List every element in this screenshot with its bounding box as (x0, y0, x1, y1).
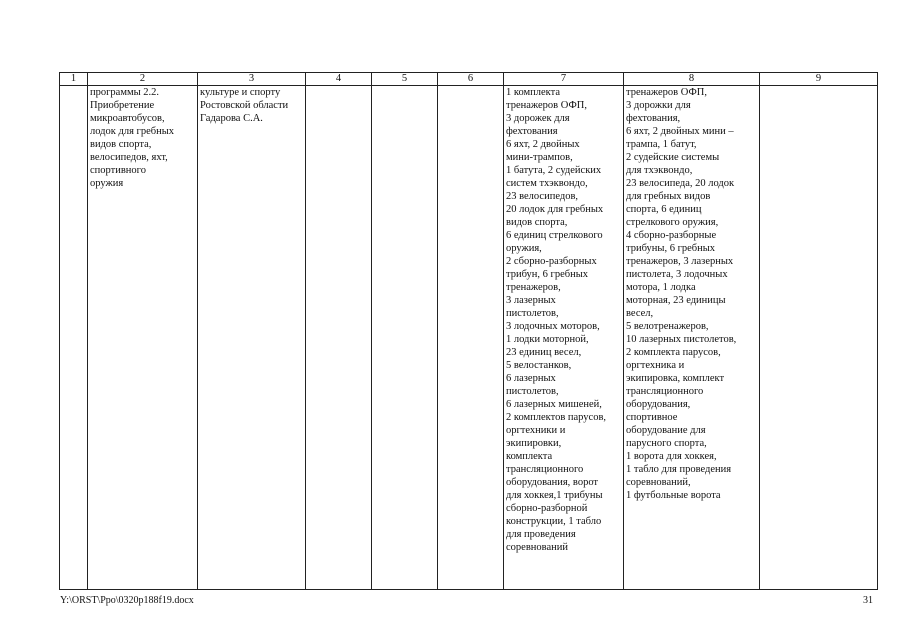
cell-line: 23 единиц весел, (506, 347, 582, 358)
cell-line: систем тхэквондо, (506, 178, 588, 189)
cell-line: 6 лазерных мишеней, (506, 399, 602, 410)
cell-line: парусного спорта, (626, 438, 707, 449)
cell-line: 2 комплектов парусов, (506, 412, 607, 423)
cell-line: 1 лодки моторной, (506, 334, 589, 345)
cell-line: для хоккея,1 трибуны (506, 490, 603, 501)
header-cell-8: 8 (624, 73, 760, 86)
cell-line: 1 футбольные ворота (626, 490, 721, 501)
cell-line: комплекта (506, 451, 553, 462)
cell-line: экипировка, комплект (626, 373, 725, 384)
cell-line: 5 велотренажеров, (626, 321, 709, 332)
program-table (59, 72, 878, 590)
cell-line: 2 судейские системы (626, 152, 720, 163)
cell-line: оборудования, (626, 399, 691, 410)
cell-line: трибуны, 6 гребных (626, 243, 716, 254)
cell-line: 10 лазерных пистолетов, (626, 334, 737, 345)
cell-line: тренажеров, 3 лазерных (626, 256, 734, 267)
cell-line: трампа, 1 батут, (626, 139, 697, 150)
cell-line: экипировки, (506, 438, 562, 449)
cell-line: 1 батута, 2 судейских (506, 165, 602, 176)
cell-line: 3 дорожек для (506, 113, 570, 124)
cell-line: весел, (626, 308, 654, 319)
cell-line: Гадарова С.А. (200, 113, 263, 124)
cell-line: оборудование для (626, 425, 706, 436)
cell-line: 23 велосипедов, (506, 191, 579, 202)
cell-line: 6 единиц стрелкового (506, 230, 603, 241)
cell-line: фехтования (506, 126, 558, 137)
cell-line: 3 дорожки для (626, 100, 691, 111)
cell-line: тренажеров ОФП, (506, 100, 587, 111)
header-row (60, 73, 878, 86)
cell-line: оружия (90, 178, 124, 189)
cell-line: моторная, 23 единицы (626, 295, 726, 306)
cell-line: 6 яхт, 2 двойных мини – (626, 126, 734, 137)
cell-line: пистолета, 3 лодочных (626, 269, 728, 280)
footer-page-number: 31 (863, 595, 873, 606)
cell-line: тренажеров, (506, 282, 561, 293)
cell-line: культуре и спорту (200, 87, 281, 98)
cell-col2 (88, 86, 198, 590)
cell-line: оргтехника и (626, 360, 685, 371)
cell-line: 4 сборно-разборные (626, 230, 717, 241)
cell-line: Приобретение (90, 100, 155, 111)
cell-col9 (760, 86, 878, 590)
cell-line: 6 лазерных (506, 373, 556, 384)
cell-line: оборудования, ворот (506, 477, 599, 488)
cell-col4 (306, 86, 372, 590)
cell-line: 1 комплекта (506, 87, 560, 98)
cell-line: микроавтобусов, (90, 113, 165, 124)
cell-col1 (60, 86, 88, 590)
cell-line: 23 велосипеда, 20 лодок (626, 178, 735, 189)
table-row (60, 86, 878, 590)
cell-line: программы 2.2. (90, 87, 160, 98)
header-cell-1: 1 (60, 73, 88, 86)
header-cell-5: 5 (372, 73, 438, 86)
header-cell-2: 2 (88, 73, 198, 86)
cell-line: 1 ворота для хоккея, (626, 451, 717, 462)
cell-line: тренажеров ОФП, (626, 87, 707, 98)
cell-line: пистолетов, (506, 386, 559, 397)
header-cell-9: 9 (760, 73, 878, 86)
header-cell-6: 6 (438, 73, 504, 86)
header-cell-4: 4 (306, 73, 372, 86)
header-cell-3: 3 (198, 73, 306, 86)
cell-line: трибун, 6 гребных (506, 269, 589, 280)
cell-line: мини-трампов, (506, 152, 573, 163)
cell-line: сборно-разборной (506, 503, 588, 514)
cell-col5 (372, 86, 438, 590)
cell-line: соревнований (506, 542, 568, 553)
cell-line: видов спорта, (506, 217, 568, 228)
cell-line: конструкции, 1 табло (506, 516, 602, 527)
cell-col6 (438, 86, 504, 590)
cell-line: 2 комплекта парусов, (626, 347, 721, 358)
cell-line: спорта, 6 единиц (626, 204, 702, 215)
cell-line: мотора, 1 лодка (626, 282, 696, 293)
cell-line: лодок для гребных (90, 126, 175, 137)
cell-line: 3 лодочных моторов, (506, 321, 600, 332)
cell-line: 3 лазерных (506, 295, 556, 306)
cell-line: трансляционного (506, 464, 584, 475)
cell-col8 (624, 86, 760, 590)
cell-line: фехтования, (626, 113, 681, 124)
cell-line: стрелкового оружия, (626, 217, 719, 228)
cell-line: спортивного (90, 165, 146, 176)
header-cell-7: 7 (504, 73, 624, 86)
footer-file-path: Y:\ORST\Ppo\0320p188f19.docx (60, 595, 194, 606)
cell-line: Ростовской области (200, 100, 289, 111)
cell-line: оргтехники и (506, 425, 566, 436)
cell-line: 6 яхт, 2 двойных (506, 139, 580, 150)
cell-line: соревнований, (626, 477, 691, 488)
cell-line: для гребных видов (626, 191, 711, 202)
cell-line: оружия, (506, 243, 542, 254)
cell-line: 20 лодок для гребных (506, 204, 604, 215)
cell-line: видов спорта, (90, 139, 152, 150)
cell-line: для тхэквондо, (626, 165, 693, 176)
cell-line: 2 сборно-разборных (506, 256, 597, 267)
cell-line: для проведения (506, 529, 576, 540)
cell-col7 (504, 86, 624, 590)
cell-line: спортивное (626, 412, 678, 423)
cell-line: пистолетов, (506, 308, 559, 319)
cell-line: велосипедов, яхт, (90, 152, 168, 163)
cell-line: трансляционного (626, 386, 704, 397)
cell-line: 5 велостанков, (506, 360, 572, 371)
cell-line: 1 табло для проведения (626, 464, 732, 475)
cell-col3 (198, 86, 306, 590)
